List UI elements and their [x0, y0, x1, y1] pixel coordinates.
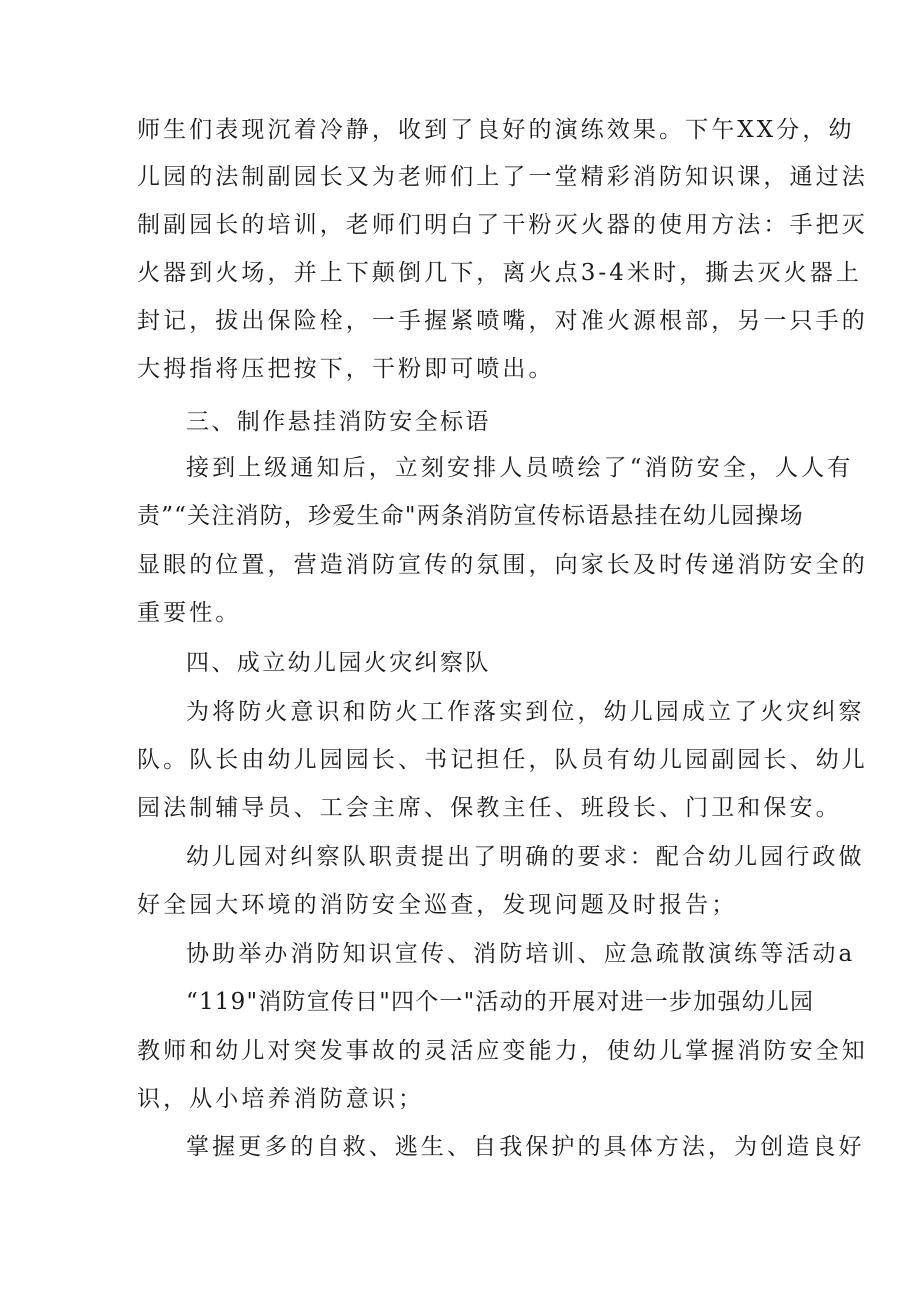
- section-heading: 三、制作悬挂消防安全标语: [186, 409, 491, 435]
- text-line: 协助举办消防知识宣传、消防培训、应急疏散演练等活动a: [186, 941, 856, 967]
- text-line: 儿园的法制副园长又为老师们上了一堂精彩消防知识课，通过法: [137, 164, 868, 190]
- text-line: 责”“关注消防，珍爱生命"两条消防宣传标语悬挂在幼儿园操场: [137, 503, 804, 529]
- text-line: 识，从小培养消防意识；: [137, 1086, 425, 1112]
- text-line: 制副园长的培训，老师们明白了干粉灭火器的使用方法：手把灭: [137, 212, 868, 238]
- text-line: 为将防火意识和防火工作落实到位，幼儿园成立了火灾纠察: [186, 699, 865, 725]
- text-line: 大拇指将压把按下，干粉即可喷出。: [137, 356, 555, 382]
- text-line: 重要性。: [137, 600, 242, 626]
- text-line: 掌握更多的自救、逃生、自我保护的具体方法，为创造良好: [186, 1134, 865, 1160]
- text-line: 火器到火场，并上下颠倒几下，离火点3-4米时，撕去灭火器上: [137, 260, 862, 286]
- text-line: 接到上级通知后，立刻安排人员喷绘了“消防安全，人人有: [186, 455, 854, 481]
- text-line: 教师和幼儿对突发事故的灵活应变能力，使幼儿掌握消防安全知: [137, 1038, 868, 1064]
- text-line: 显眼的位置，营造消防宣传的氛围，向家长及时传递消防安全的: [137, 552, 868, 578]
- text-line: 封记，拔出保险栓，一手握紧喷嘴，对准火源根部，另一只手的: [137, 308, 868, 334]
- text-line: 好全园大环境的消防安全巡查，发现问题及时报告；: [137, 892, 738, 918]
- text-line: “119"消防宣传日"四个一"活动的开展对进一步加强幼儿园: [186, 989, 815, 1015]
- text-line: 师生们表现沉着冷静，收到了良好的演练效果。下午XX分，幼: [137, 117, 855, 143]
- section-heading: 四、成立幼儿园火灾纠察队: [186, 650, 491, 676]
- text-line: 园法制辅导员、工会主席、保教主任、班段长、门卫和保安。: [137, 795, 842, 821]
- text-line: 队。队长由幼儿园园长、书记担任，队员有幼儿园副园长、幼儿: [137, 747, 868, 773]
- text-line: 幼儿园对纠察队职责提出了明确的要求：配合幼儿园行政做: [186, 844, 865, 870]
